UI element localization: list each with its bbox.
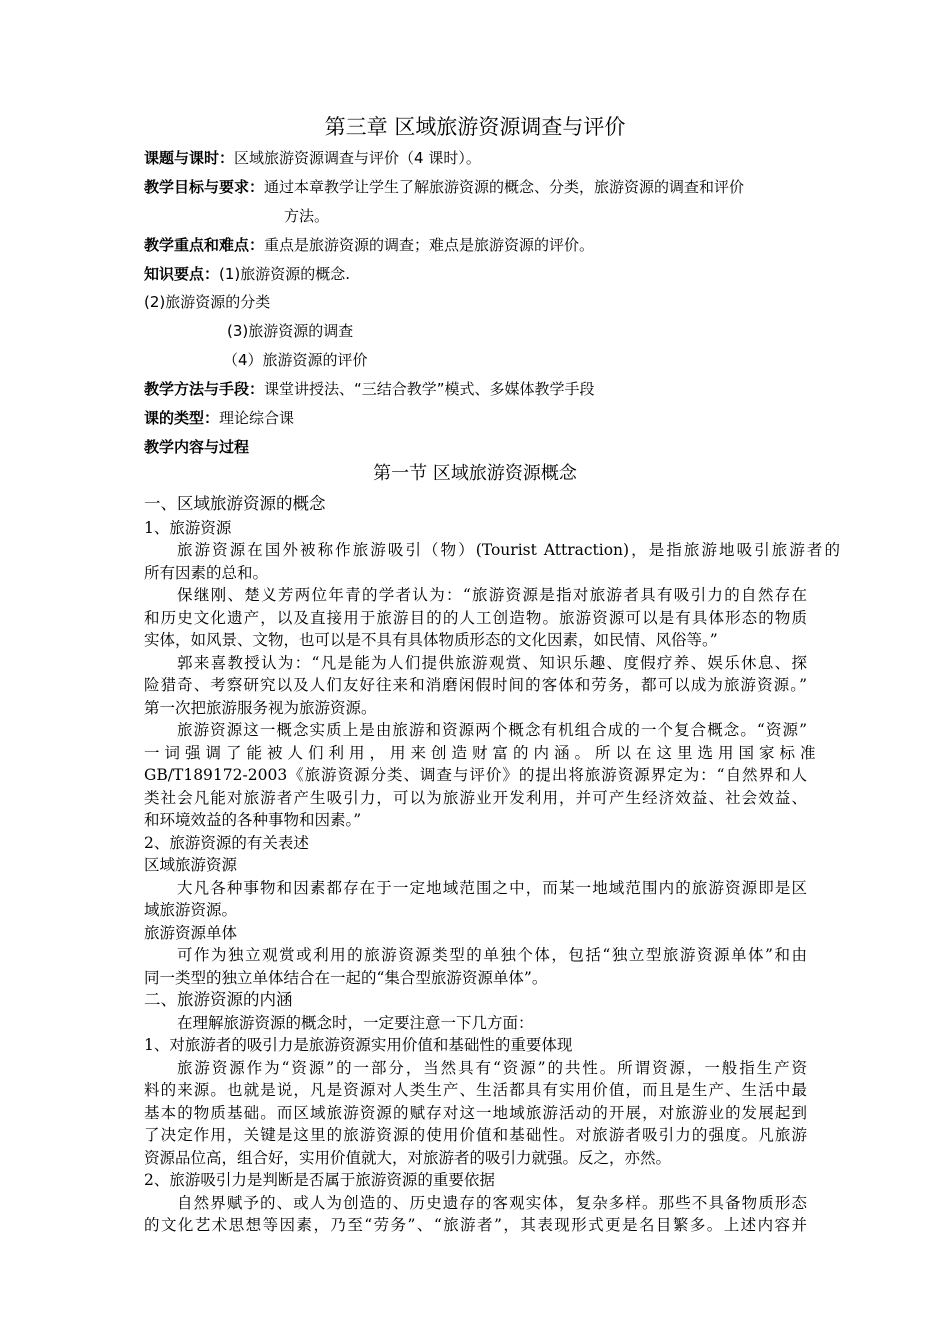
knowledge-item-2: (2)旅游资源的分类 — [144, 293, 271, 311]
knowledge-line — [144, 263, 350, 284]
goal-label: 教学目标与要求： — [144, 178, 265, 196]
heading-concept: 一、区域旅游资源的概念 — [144, 494, 326, 513]
topic-value: 区域旅游资源调查与评价（4 课时）。 — [234, 149, 481, 167]
knowledge-item-1: (1)旅游资源的概念. — [219, 265, 351, 283]
subheading-unit: 旅游资源单体 — [144, 924, 238, 942]
paragraph-line: 在理解旅游资源的概念时，一定要注意一下几方面： — [177, 1014, 534, 1032]
paragraph-line: 可作为独立观赏或利用的旅游资源类型的单独个体，包括“独立型旅游资源单体”和由 — [177, 946, 807, 964]
paragraph-line: 了决定作用，关键是这里的旅游资源的使用价值和基础性。对旅游者吸引力的强度。凡旅游 — [144, 1126, 807, 1144]
paragraph-line: 郭来喜教授认为：“凡是能为人们提供旅游观赏、知识乐趣、度假疗养、娱乐休息、探 — [177, 654, 807, 672]
paragraph-line: 自然界赋予的、或人为创造的、历史遗存的客观实体，复杂多样。那些不具备物质形态 — [177, 1194, 807, 1212]
paragraph-line: 料的来源。也就是说，凡是资源对人类生产、生活都具有实用价值，而且是生产、生活中最 — [144, 1081, 807, 1099]
subheading-regional: 区域旅游资源 — [144, 856, 238, 874]
knowledge-label: 知识要点： — [144, 265, 220, 283]
heading-criterion: 2、旅游吸引力是判断是否属于旅游资源的重要依据 — [144, 1171, 495, 1189]
paragraph-line: 旅游资源这一概念实质上是由旅游和资源两个概念有机组合成的一个复合概念。“资源” — [177, 721, 807, 739]
chapter-title: 第三章 区域旅游资源调查与评价 — [324, 115, 626, 139]
section-title: 第一节 区域旅游资源概念 — [373, 463, 577, 484]
type-value: 理论综合课 — [219, 409, 295, 427]
type-label: 课的类型： — [144, 409, 220, 427]
paragraph-line: 旅游资源在国外被称作旅游吸引（物）(Tourist Attraction)，是指旅游地吸引旅游者的 — [177, 541, 840, 559]
goal-line — [144, 176, 744, 197]
process-label: 教学内容与过程 — [144, 438, 250, 456]
paragraph-line: 实体，如风景、文物，也可以是不具有具体物质形态的文化因素，如民情、风俗等。” — [144, 631, 718, 649]
focus-line — [144, 234, 594, 255]
paragraph-line: 资源品位高，组合好，实用价值就大，对旅游者的吸引力就强。反之，亦然。 — [144, 1149, 672, 1167]
paragraph-line: 同一类型的独立单体结合在一起的“集合型旅游资源单体”。 — [144, 969, 548, 987]
type-line — [144, 407, 294, 428]
paragraph-line: 大凡各种事物和因素都存在于一定地域范围之中，而某一地域范围内的旅游资源即是区 — [177, 879, 807, 897]
paragraph-line: 所有因素的总和。 — [144, 564, 269, 582]
paragraph-line: 的文化艺术思想等因素，乃至“劳务”、“旅游者”，其表现形式更是名目繁多。上述内容并 — [144, 1216, 807, 1234]
paragraph-line: 保继刚、楚义芳两位年青的学者认为：“旅游资源是指对旅游者具有吸引力的自然存在 — [177, 586, 807, 604]
knowledge-item-3: (3)旅游资源的调查 — [227, 322, 354, 340]
knowledge-item-4: （4）旅游资源的评价 — [223, 351, 368, 369]
topic-label: 课题与课时： — [144, 149, 235, 167]
heading-attraction: 1、对旅游者的吸引力是旅游资源实用价值和基础性的重要体现 — [144, 1036, 573, 1054]
method-label: 教学方法与手段： — [144, 380, 265, 398]
paragraph-line: 类社会凡能对旅游者产生吸引力，可以为旅游业开发利用，并可产生经济效益、社会效益、 — [144, 789, 807, 807]
method-line — [144, 378, 595, 399]
process-heading — [144, 436, 249, 457]
goal-line-cont: 方法。 — [284, 207, 330, 225]
topic-line — [144, 147, 481, 168]
paragraph-line: 域旅游资源。 — [144, 901, 238, 919]
paragraph-line: 一词强调了能被人们利用，用来创造财富的内涵。所以在这里选用国家标准 — [144, 744, 821, 762]
method-value: 课堂讲授法、“三结合教学”模式、多媒体教学手段 — [264, 380, 595, 398]
heading-related: 2、旅游资源的有关表述 — [144, 834, 309, 852]
paragraph-line: 基本的物质基础。而区域旅游资源的赋存对这一地域旅游活动的开展，对旅游业的发展起到 — [144, 1104, 807, 1122]
paragraph-line: 旅游资源作为“资源”的一部分，当然具有“资源”的共性。所谓资源，一般指生产资 — [177, 1059, 807, 1077]
focus-value: 重点是旅游资源的调查；难点是旅游资源的评价。 — [264, 236, 595, 254]
paragraph-line: 和历史文化遗产，以及直接用于旅游目的的人工创造物。旅游资源可以是有具体形态的物质 — [144, 609, 807, 627]
heading-resource: 1、旅游资源 — [144, 519, 232, 537]
paragraph-line: 第一次把旅游服务视为旅游资源。 — [144, 699, 377, 717]
focus-label: 教学重点和难点： — [144, 236, 265, 254]
heading-connotation: 二、旅游资源的内涵 — [144, 990, 293, 1009]
paragraph-line: GB/T189172-2003《旅游资源分类、调查与评价》的提出将旅游资源界定为：“自然界和人 — [144, 766, 807, 784]
paragraph-line: 和环境效益的各种事物和因素。” — [144, 811, 362, 829]
goal-value: 通过本章教学让学生了解旅游资源的概念、分类，旅游资源的调查和评价 — [264, 178, 745, 196]
paragraph-line: 险猎奇、考察研究以及人们友好往来和消磨闲假时间的客体和劳务，都可以成为旅游资源。” — [144, 676, 807, 694]
